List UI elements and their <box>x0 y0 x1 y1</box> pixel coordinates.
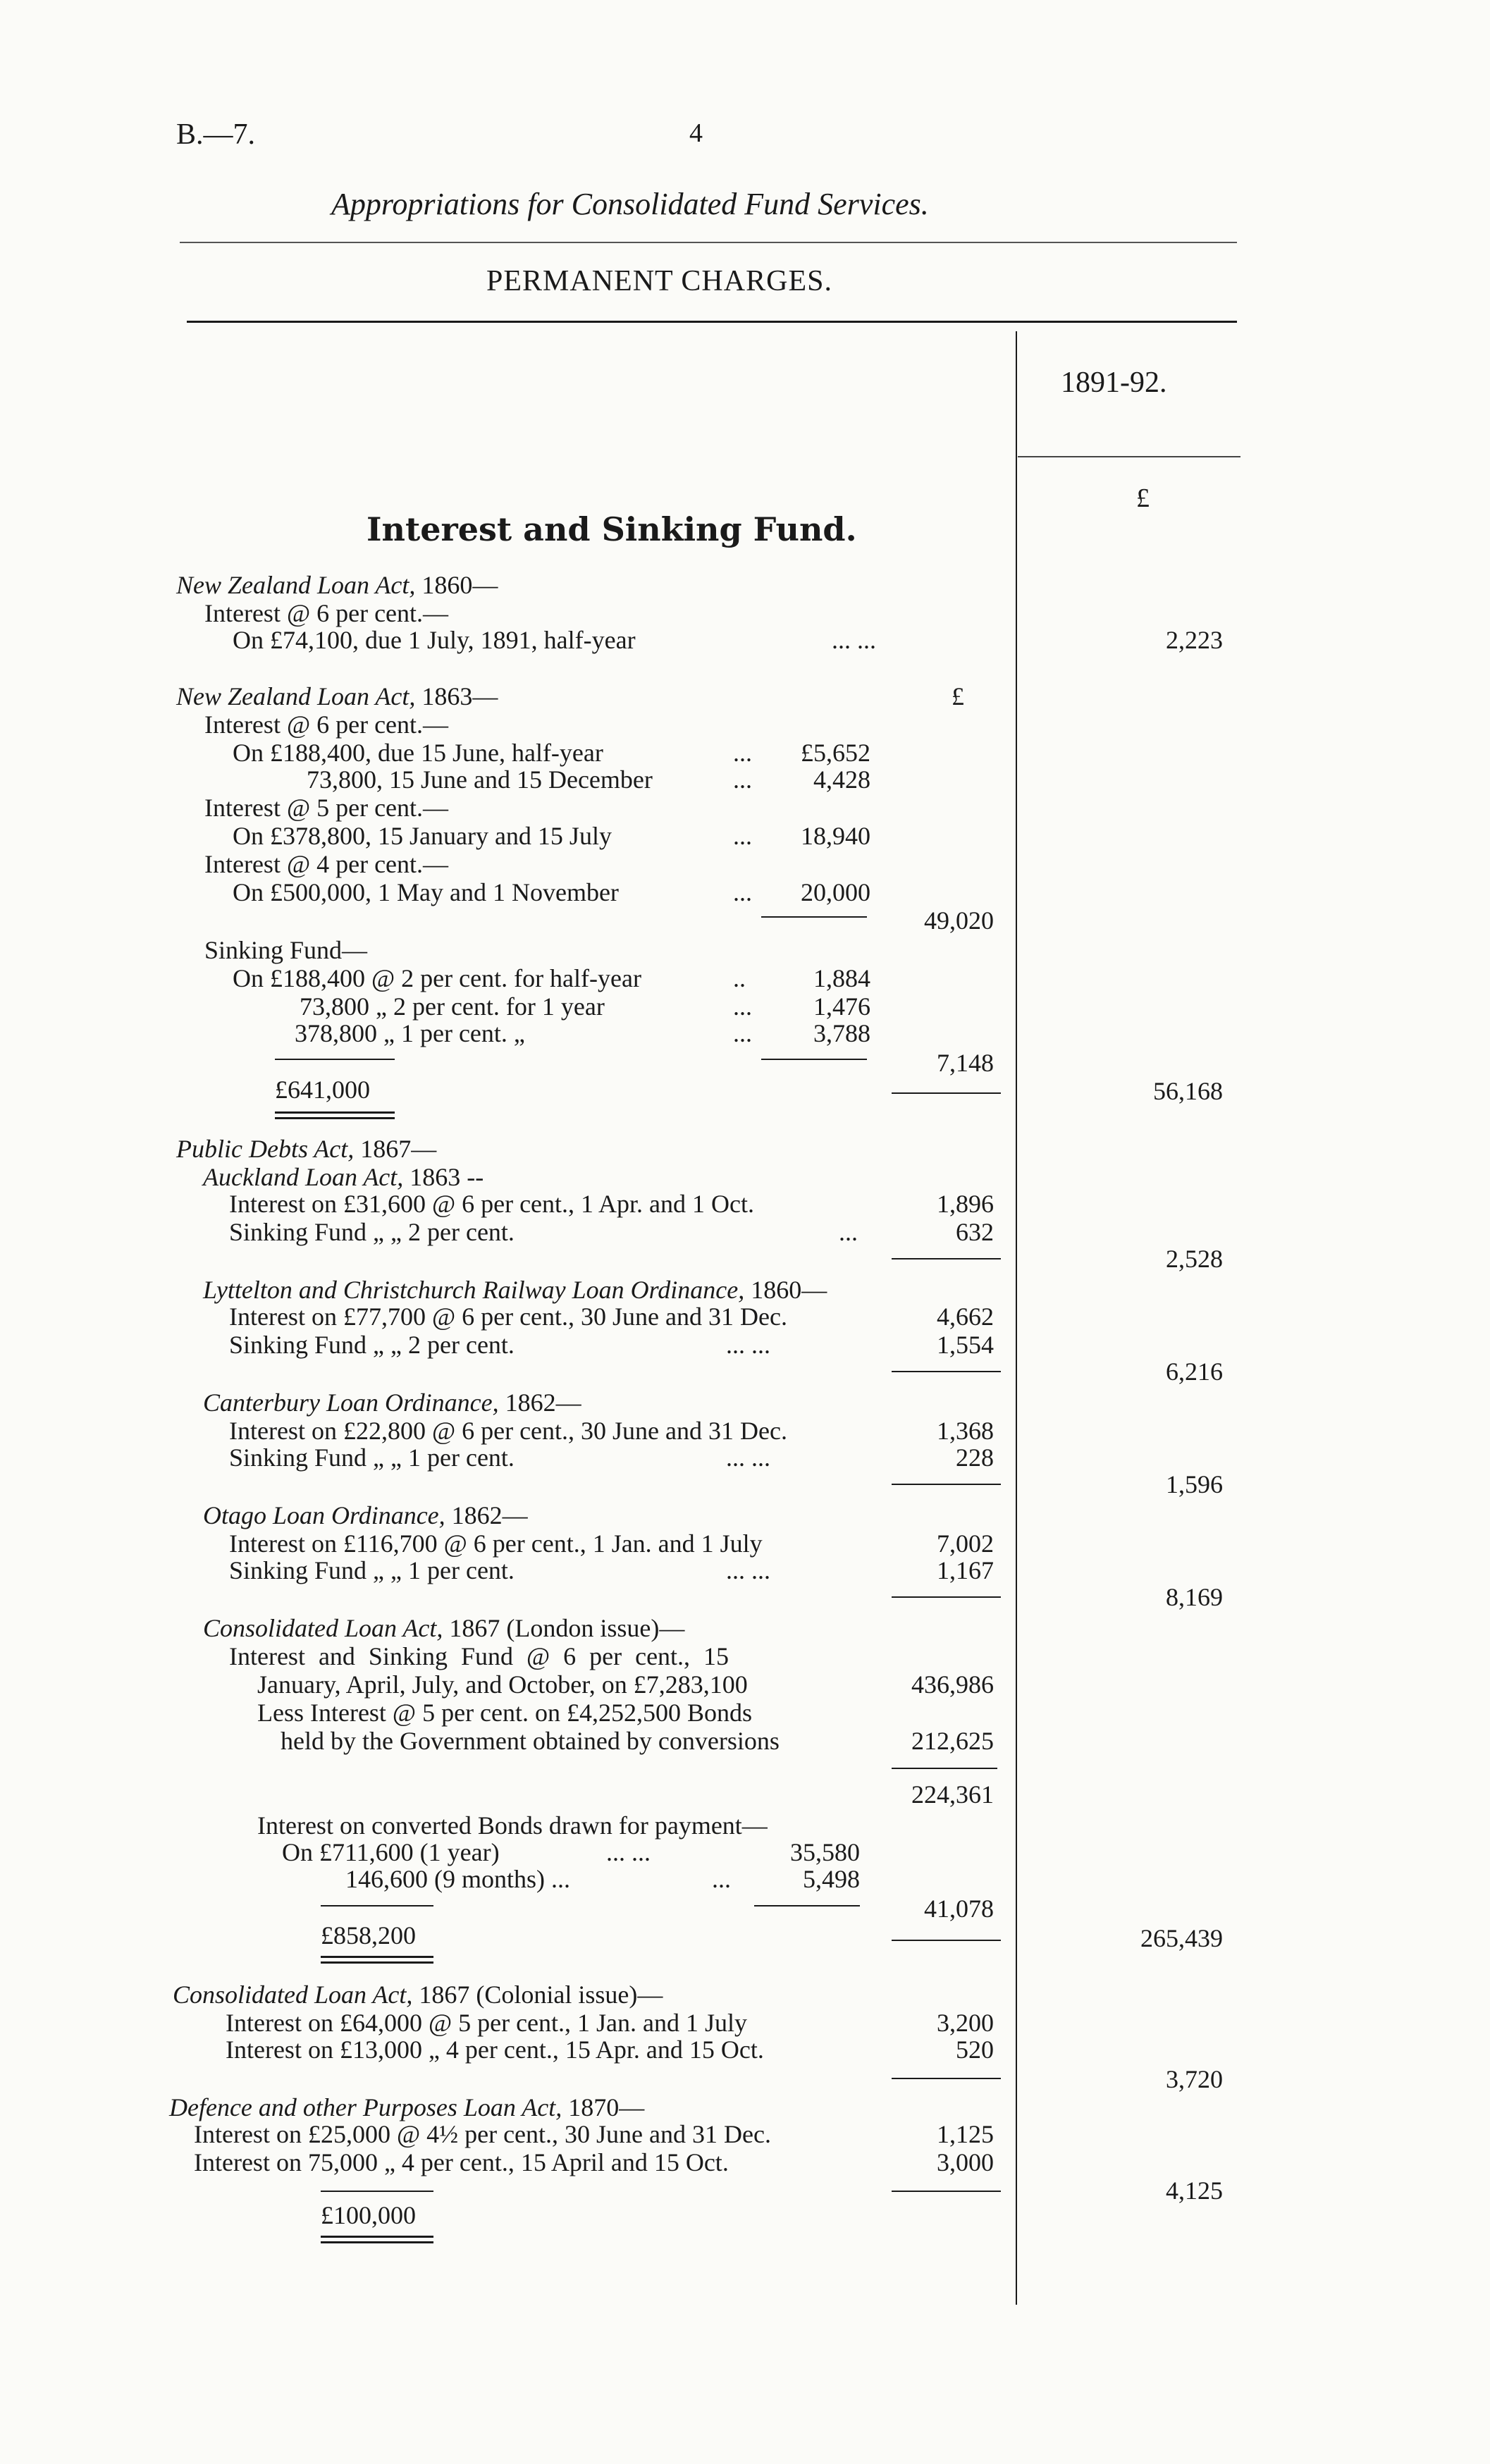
column-year: 1891-92. <box>1061 366 1167 399</box>
interest-sinking-title: Interest and Sinking Fund. <box>367 510 857 548</box>
nz1863-sf-line2: 73,800 „ 2 per cent. for 1 year <box>300 992 605 1021</box>
lyttelton-interest: Interest on £77,700 @ 6 per cent., 30 June and 31 Dec. <box>229 1302 787 1331</box>
nz1863-sf-line1: On £188,400 @ 2 per cent. for half-year <box>233 964 641 992</box>
defence-principal-double-rule-2 <box>321 2241 433 2243</box>
cla-colonial-value1: 3,200 <box>937 2009 994 2037</box>
lyttelton-sinking: Sinking Fund „ „ 2 per cent. <box>229 1331 515 1359</box>
nz1863-line2-value: 4,428 <box>813 765 870 794</box>
defence-act: Defence and other Purposes Loan Act, 1870— <box>169 2093 645 2121</box>
nz1863-principal: £641,000 <box>275 1076 370 1104</box>
canterbury-interest: Interest on £22,800 @ 6 per cent., 30 June and 31 Dec. <box>229 1417 787 1445</box>
defence-line2: Interest on 75,000 „ 4 per cent., 15 April and 15 Oct. <box>194 2148 729 2176</box>
nz1863-act: New Zealand Loan Act, 1863— <box>176 682 498 710</box>
cla-london-subtotal2: 41,078 <box>924 1895 994 1923</box>
defence-rule <box>892 2191 1001 2192</box>
cla-london-value2: 212,625 <box>911 1727 994 1755</box>
defence-value2: 3,000 <box>937 2148 994 2176</box>
canterbury-sinking: Sinking Fund „ „ 1 per cent. <box>229 1443 515 1472</box>
canterbury-sinking-dots: ... ... <box>726 1443 770 1472</box>
nz1863-rate1: Interest @ 6 per cent.— <box>204 710 449 739</box>
nz1860-line: On £74,100, due 1 July, 1891, half-year <box>233 626 636 654</box>
canterbury-act: Canterbury Loan Ordinance, 1862— <box>203 1388 581 1417</box>
nz1863-line1-value: £5,652 <box>801 739 870 767</box>
cla-colonial-total: 3,720 <box>1166 2065 1223 2093</box>
section-heading: PERMANENT CHARGES. <box>486 265 832 297</box>
cla-london-line1: Interest and Sinking Fund @ 6 per cent., 15 <box>229 1642 729 1670</box>
canterbury-rule <box>892 1484 1001 1485</box>
nz1863-sf-line3-value: 3,788 <box>813 1019 870 1047</box>
nz1863-principal-rule <box>275 1059 395 1060</box>
nz1863-pound: £ <box>952 682 964 710</box>
otago-sinking-value: 1,167 <box>937 1556 994 1584</box>
otago-total: 8,169 <box>1166 1583 1223 1611</box>
cla-london-value1: 436,986 <box>911 1670 994 1699</box>
auckland-interest-value: 1,896 <box>937 1190 994 1218</box>
cla-london-act: Consolidated Loan Act, 1867 (London issue)— <box>203 1614 685 1642</box>
defence-principal: £100,000 <box>321 2201 416 2229</box>
nz1863-line4-dots: ... <box>733 878 752 906</box>
otago-sinking-dots: ... ... <box>726 1556 770 1584</box>
cla-london-rule1 <box>892 1768 997 1769</box>
canterbury-total: 1,596 <box>1166 1470 1223 1498</box>
nz1863-sinking-fund: Sinking Fund— <box>204 936 368 964</box>
nz1863-sf-line3: 378,800 „ 1 per cent. „ <box>295 1019 525 1047</box>
nz1863-line4: On £500,000, 1 May and 1 November <box>233 878 619 906</box>
otago-sinking: Sinking Fund „ „ 1 per cent. <box>229 1556 515 1584</box>
page-title: Appropriations for Consolidated Fund Services. <box>331 187 929 221</box>
cla-colonial-act: Consolidated Loan Act, 1867 (Colonial issue)— <box>173 1981 663 2009</box>
otago-interest-value: 7,002 <box>937 1529 994 1558</box>
cla-london-line4: held by the Government obtained by conversions <box>281 1727 780 1755</box>
otago-rule <box>892 1596 1001 1598</box>
page-number: 4 <box>689 118 703 148</box>
cla-london-rule2 <box>754 1905 860 1906</box>
nz1863-rule1 <box>761 916 867 918</box>
cla-london-line7: 146,600 (9 months) ... <box>345 1865 570 1893</box>
column-divider <box>1016 331 1017 2305</box>
nz1863-line3-value: 18,940 <box>801 822 870 850</box>
nz1863-sf-rule <box>761 1059 867 1060</box>
nz1863-rate3: Interest @ 4 per cent.— <box>204 850 449 878</box>
cla-london-line2: January, April, July, and October, on £7,283,100 <box>257 1670 748 1699</box>
cla-london-line6-dots: ... ... <box>606 1838 651 1866</box>
lyttelton-total: 6,216 <box>1166 1357 1223 1386</box>
lyttelton-act: Lyttelton and Christchurch Railway Loan Ordinance, 1860— <box>203 1276 827 1304</box>
cla-london-principal-double-rule-1 <box>321 1956 433 1958</box>
column-unit: £ <box>1136 483 1150 513</box>
cla-london-subtotal: 224,361 <box>911 1780 994 1809</box>
defence-line1: Interest on £25,000 @ 4½ per cent., 30 June and 31 Dec. <box>194 2120 771 2148</box>
cla-london-principal-double-rule-2 <box>321 1961 433 1964</box>
nz1863-sf-line1-value: 1,884 <box>813 964 870 992</box>
cla-london-line7-value: 5,498 <box>803 1865 860 1893</box>
cla-london-line7-dots: ... <box>712 1865 731 1893</box>
nz1863-sf-line2-dots: ... <box>733 992 752 1021</box>
cla-colonial-line1: Interest on £64,000 @ 5 per cent., 1 Jan. and 1 July <box>226 2009 748 2037</box>
defence-value1: 1,125 <box>937 2120 994 2148</box>
auckland-sinking: Sinking Fund „ „ 2 per cent. <box>229 1218 515 1246</box>
nz1863-subtotal-interest: 49,020 <box>924 906 994 935</box>
cla-colonial-line2: Interest on £13,000 „ 4 per cent., 15 Apr. and 15 Oct. <box>226 2035 764 2064</box>
nz1863-line2-dots: ... <box>733 765 752 794</box>
auckland-rule <box>892 1258 1001 1259</box>
cla-london-principal-rule <box>321 1905 433 1906</box>
nz1860-rate: Interest @ 6 per cent.— <box>204 599 449 627</box>
nz1863-sf-line3-dots: ... <box>733 1019 752 1047</box>
auckland-sinking-dots: ... <box>839 1218 858 1246</box>
nz1860-act: New Zealand Loan Act, 1860— <box>176 571 498 599</box>
nz1863-line4-value: 20,000 <box>801 878 870 906</box>
auckland-act: Auckland Loan Act, 1863 -- <box>203 1163 484 1191</box>
defence-principal-rule <box>321 2191 433 2192</box>
nz1863-line1-dots: ... <box>733 739 752 767</box>
lyttelton-sinking-dots: ... ... <box>726 1331 770 1359</box>
auckland-interest: Interest on £31,600 @ 6 per cent., 1 Apr. and 1 Oct. <box>229 1190 754 1218</box>
nz1863-sf-line2-value: 1,476 <box>813 992 870 1021</box>
nz1863-line1: On £188,400, due 15 June, half-year <box>233 739 603 767</box>
cla-london-line5: Interest on converted Bonds drawn for payment— <box>257 1811 768 1840</box>
cla-london-total-rule <box>892 1940 1001 1941</box>
cla-london-line6: On £711,600 (1 year) <box>282 1838 500 1866</box>
lyttelton-rule <box>892 1371 1001 1372</box>
nz1863-total: 56,168 <box>1153 1077 1223 1105</box>
canterbury-interest-value: 1,368 <box>937 1417 994 1445</box>
otago-act: Otago Loan Ordinance, 1862— <box>203 1501 528 1529</box>
cla-london-principal: £858,200 <box>321 1921 416 1949</box>
title-rule <box>180 242 1237 243</box>
cla-london-line6-value: 35,580 <box>790 1838 860 1866</box>
lyttelton-sinking-value: 1,554 <box>937 1331 994 1359</box>
nz1863-line2: 73,800, 15 June and 15 December <box>307 765 653 794</box>
nz1860-dots: ... ... <box>832 626 876 654</box>
report-reference: B.—7. <box>176 118 256 151</box>
canterbury-sinking-value: 228 <box>956 1443 994 1472</box>
nz1863-rate2: Interest @ 5 per cent.— <box>204 794 449 822</box>
heading-rule <box>187 321 1237 323</box>
nz1863-principal-double-rule-2 <box>275 1117 395 1119</box>
defence-total: 4,125 <box>1166 2176 1223 2205</box>
nz1863-principal-double-rule-1 <box>275 1111 395 1114</box>
nz1860-total: 2,223 <box>1166 626 1223 654</box>
nz1863-sf-line1-dots: .. <box>733 964 746 992</box>
cla-colonial-rule <box>892 2078 1001 2079</box>
nz1863-subtotal-sinking: 7,148 <box>937 1049 994 1077</box>
nz1863-total-rule <box>892 1092 1001 1094</box>
nz1863-line3-dots: ... <box>733 822 752 850</box>
auckland-total: 2,528 <box>1166 1245 1223 1273</box>
cla-london-line3: Less Interest @ 5 per cent. on £4,252,500 Bonds <box>257 1699 753 1727</box>
cla-colonial-value2: 520 <box>956 2035 994 2064</box>
nz1863-line3: On £378,800, 15 January and 15 July <box>233 822 612 850</box>
lyttelton-interest-value: 4,662 <box>937 1302 994 1331</box>
pda-act: Public Debts Act, 1867— <box>176 1135 437 1163</box>
auckland-sinking-value: 632 <box>956 1218 994 1246</box>
otago-interest: Interest on £116,700 @ 6 per cent., 1 Jan. and 1 July <box>229 1529 763 1558</box>
column-header-rule <box>1018 456 1240 457</box>
cla-london-total: 265,439 <box>1140 1924 1223 1952</box>
defence-principal-double-rule-1 <box>321 2236 433 2238</box>
